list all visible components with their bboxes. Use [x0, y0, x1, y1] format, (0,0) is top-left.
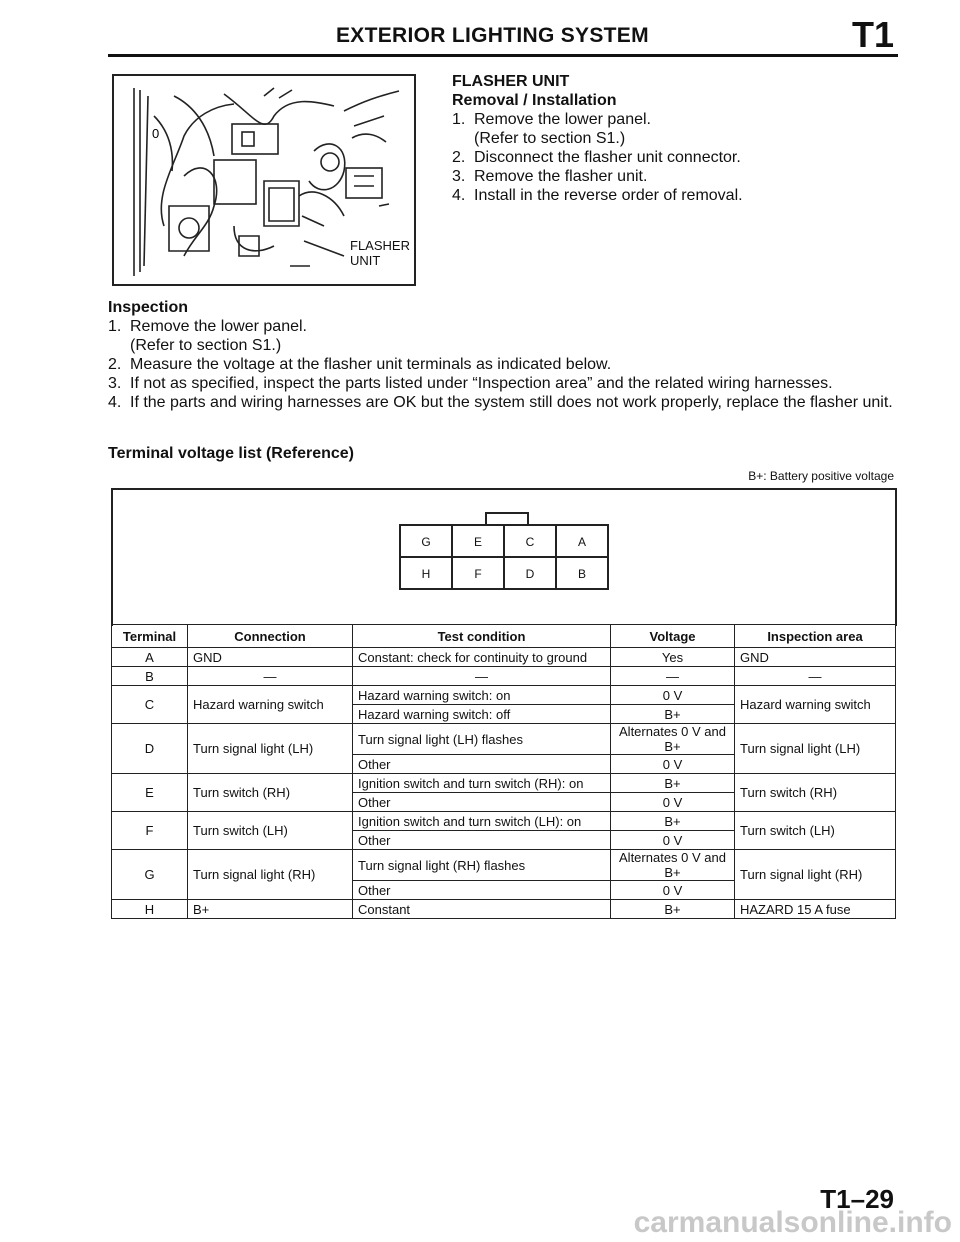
- voltage-cell: B+: [611, 812, 735, 831]
- connector-pin: H: [401, 558, 453, 590]
- connector-face: [399, 524, 609, 590]
- voltage-cell: B+: [611, 705, 735, 724]
- step-number: 4.: [452, 187, 466, 204]
- connection-cell: Turn signal light (LH): [188, 724, 353, 774]
- inspection-area-cell: Turn switch (RH): [735, 774, 896, 812]
- terminal-cell: B: [112, 667, 188, 686]
- svg-text:0: 0: [152, 126, 160, 141]
- page-title: EXTERIOR LIGHTING SYSTEM: [336, 24, 649, 47]
- connector-pin: B: [557, 558, 609, 590]
- step-text: Disconnect the flasher unit connector.: [474, 149, 741, 166]
- inspection-step-2: [108, 355, 908, 374]
- flasher-unit-section: [452, 72, 892, 205]
- connection-cell: Turn signal light (RH): [188, 850, 353, 900]
- table-header-row: [112, 625, 896, 648]
- table-row: [112, 686, 896, 705]
- test-condition-cell: Turn signal light (LH) flashes: [353, 724, 611, 755]
- connection-cell: Turn switch (RH): [188, 774, 353, 812]
- flasher-heading: FLASHER UNIT: [452, 73, 570, 90]
- test-condition-cell: Other: [353, 881, 611, 900]
- step-number: 3.: [452, 168, 466, 185]
- terminal-cell: A: [112, 648, 188, 667]
- step-subtext: (Refer to section S1.): [474, 130, 626, 147]
- voltage-cell: 0 V: [611, 686, 735, 705]
- step-text: Measure the voltage at the flasher unit terminals as indicated below.: [130, 356, 612, 373]
- inspection-step-1: [108, 317, 908, 355]
- terminal-cell: G: [112, 850, 188, 900]
- connector-pin: G: [401, 526, 453, 558]
- table-row: [112, 774, 896, 793]
- connector-pin: E: [453, 526, 505, 558]
- voltage-cell: 0 V: [611, 755, 735, 774]
- table-row: [112, 724, 896, 755]
- inspection-section: [108, 298, 908, 412]
- table-row: [112, 667, 896, 686]
- flasher-step-3: [452, 167, 892, 186]
- table-row: [112, 850, 896, 881]
- voltage-cell: B+: [611, 900, 735, 919]
- step-subtext: (Refer to section S1.): [130, 337, 282, 354]
- column-header: Terminal: [112, 625, 188, 648]
- terminal-cell: E: [112, 774, 188, 812]
- connector-diagram-box: [111, 488, 897, 626]
- inspection-step-4: [108, 393, 908, 412]
- inspection-step-3: [108, 374, 908, 393]
- test-condition-cell: Constant: [353, 900, 611, 919]
- step-number: 2.: [452, 149, 466, 166]
- step-text: If not as specified, inspect the parts listed under “Inspection area” and the related wiring harnesses.: [130, 375, 833, 392]
- connection-cell: —: [188, 667, 353, 686]
- watermark: carmanualsonline.info: [633, 1206, 952, 1239]
- connector-pin: C: [505, 526, 557, 558]
- inspection-area-cell: Turn switch (LH): [735, 812, 896, 850]
- step-text: If the parts and wiring harnesses are OK but the system still does not work properly, replace the flasher unit.: [130, 394, 893, 411]
- voltage-cell: 0 V: [611, 793, 735, 812]
- battery-note: B+: Battery positive voltage: [748, 469, 894, 483]
- test-condition-cell: Constant: check for continuity to ground: [353, 648, 611, 667]
- column-header: Voltage: [611, 625, 735, 648]
- flasher-unit-illustration: [112, 74, 416, 286]
- section-code: T1: [851, 14, 894, 55]
- test-condition-cell: Ignition switch and turn switch (RH): on: [353, 774, 611, 793]
- voltage-cell: —: [611, 667, 735, 686]
- voltage-cell: Alternates 0 V and B+: [611, 850, 735, 881]
- step-text: Remove the lower panel.: [474, 111, 651, 128]
- inspection-area-cell: Turn signal light (RH): [735, 850, 896, 900]
- inspection-heading: Inspection: [108, 299, 189, 316]
- test-condition-cell: Other: [353, 831, 611, 850]
- voltage-cell: Alternates 0 V and B+: [611, 724, 735, 755]
- terminal-cell: H: [112, 900, 188, 919]
- step-number: 3.: [108, 375, 122, 392]
- test-condition-cell: Ignition switch and turn switch (LH): on: [353, 812, 611, 831]
- inspection-area-cell: —: [735, 667, 896, 686]
- inspection-area-cell: Hazard warning switch: [735, 686, 896, 724]
- test-condition-cell: —: [353, 667, 611, 686]
- table-row: [112, 900, 896, 919]
- inspection-area-cell: GND: [735, 648, 896, 667]
- test-condition-cell: Other: [353, 793, 611, 812]
- connector-pin: F: [453, 558, 505, 590]
- step-text: Install in the reverse order of removal.: [474, 187, 743, 204]
- figure-label-line2: UNIT: [350, 253, 381, 268]
- terminal-cell: D: [112, 724, 188, 774]
- connection-cell: Hazard warning switch: [188, 686, 353, 724]
- flasher-step-2: [452, 148, 892, 167]
- voltage-cell: Yes: [611, 648, 735, 667]
- step-number: 1.: [108, 318, 122, 335]
- connector-pin: D: [505, 558, 557, 590]
- page-number: T1–29: [820, 1184, 894, 1214]
- inspection-area-cell: Turn signal light (LH): [735, 724, 896, 774]
- page-header: [108, 14, 898, 57]
- voltage-cell: 0 V: [611, 881, 735, 900]
- terminal-voltage-table: [111, 624, 896, 919]
- column-header: Test condition: [353, 625, 611, 648]
- test-condition-cell: Turn signal light (RH) flashes: [353, 850, 611, 881]
- step-number: 2.: [108, 356, 122, 373]
- connection-cell: GND: [188, 648, 353, 667]
- terminal-cell: C: [112, 686, 188, 724]
- test-condition-cell: Hazard warning switch: off: [353, 705, 611, 724]
- voltage-cell: 0 V: [611, 831, 735, 850]
- flasher-step-4: [452, 186, 892, 205]
- connection-cell: B+: [188, 900, 353, 919]
- flasher-step-1: [452, 110, 892, 148]
- connector-pin: A: [557, 526, 609, 558]
- step-number: 1.: [452, 111, 466, 128]
- step-text: Remove the flasher unit.: [474, 168, 648, 185]
- inspection-area-cell: HAZARD 15 A fuse: [735, 900, 896, 919]
- flasher-subheading: Removal / Installation: [452, 92, 617, 109]
- test-condition-cell: Other: [353, 755, 611, 774]
- column-header: Connection: [188, 625, 353, 648]
- connection-cell: Turn switch (LH): [188, 812, 353, 850]
- terminal-voltage-title: Terminal voltage list (Reference): [108, 445, 354, 462]
- step-text: Remove the lower panel.: [130, 318, 307, 335]
- column-header: Inspection area: [735, 625, 896, 648]
- test-condition-cell: Hazard warning switch: on: [353, 686, 611, 705]
- voltage-cell: B+: [611, 774, 735, 793]
- table-row: [112, 648, 896, 667]
- step-number: 4.: [108, 394, 122, 411]
- table-row: [112, 812, 896, 831]
- figure-label-line1: FLASHER: [350, 238, 410, 253]
- terminal-cell: F: [112, 812, 188, 850]
